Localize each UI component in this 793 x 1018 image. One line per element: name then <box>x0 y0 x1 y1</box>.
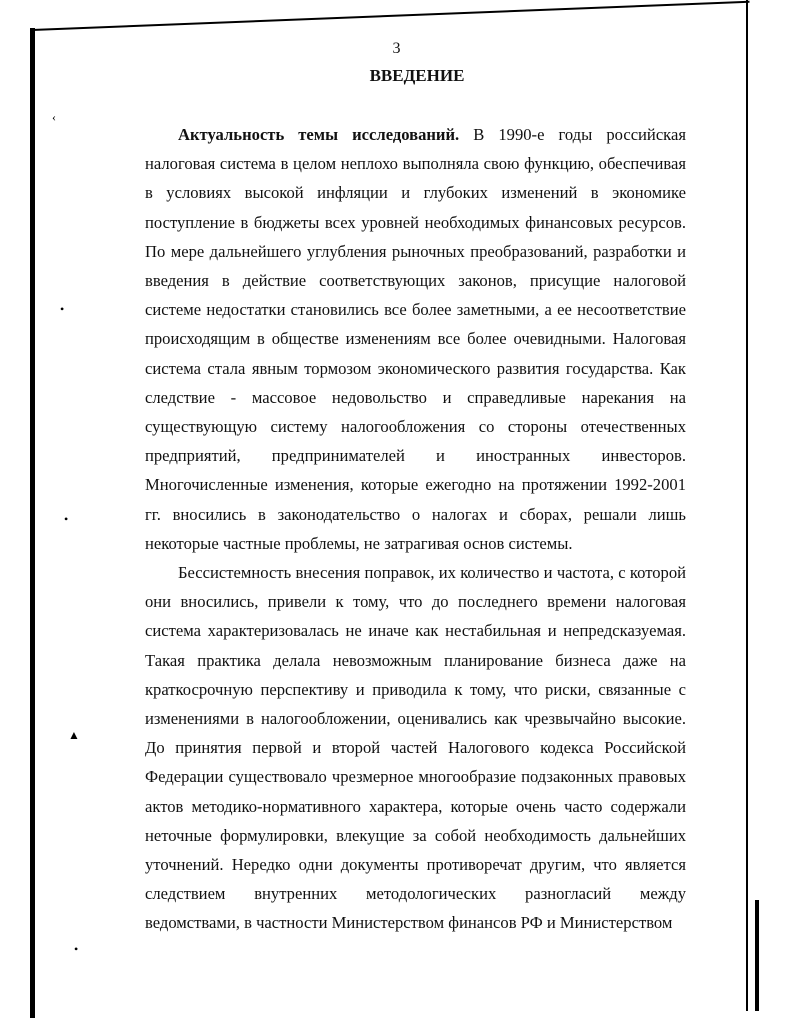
text-line <box>145 388 686 408</box>
text-line-content: Федерации существовало чрезмерное многообразие подзаконных правовых <box>145 767 686 787</box>
text-line-content: По мере дальнейшего углубления рыночных преобразований, разработки и <box>145 241 686 261</box>
text-line <box>145 154 686 174</box>
section-lead: Актуальность темы исследований. <box>178 125 460 144</box>
text-line-content: происходящим в обществе изменениям все более очевидными. Налоговая <box>145 329 686 349</box>
page-border-left <box>30 28 35 1018</box>
text-line-content: следствием внутренних методологических разногласий между <box>145 884 686 904</box>
text-line-content: краткосрочную перспективу и приводила к тому, что риски, связанные с <box>145 679 686 699</box>
text-line-content: ведомствами, в частности Министерством финансов РФ и Министерством <box>145 913 673 933</box>
text-line <box>145 300 686 320</box>
text-line <box>145 709 686 729</box>
text-line <box>145 621 686 641</box>
text-line <box>145 797 686 817</box>
page-number: 3 <box>392 40 401 57</box>
text-line <box>178 563 686 583</box>
text-line-content: предприятий, предпринимателей и иностранных инвесторов. <box>145 446 686 466</box>
page-border-right <box>746 0 748 1011</box>
text-line-content: следствие - массовое недовольство и справедливые нарекания на <box>145 387 686 407</box>
binding-hole-mark: • <box>74 942 79 956</box>
text-line-content: система стала явным тормозом экономического развития государства. Как <box>145 358 686 378</box>
text-line <box>145 680 686 700</box>
text-line-content: поступление в бюджеты всех уровней необходимых финансовых ресурсов. <box>145 212 686 232</box>
text-line-content: существующую систему налогообложения со стороны отечественных <box>145 417 686 436</box>
text-line <box>145 183 686 203</box>
text-line-content: гг. вносились в законодательство о налогах и сборах, решали лишь <box>145 504 686 524</box>
text-line-content: налоговая система в целом неплохо выполняла свою функцию, обеспечивая <box>145 154 686 174</box>
text-line <box>145 505 686 525</box>
text-line <box>145 826 686 846</box>
page-border-right-bottom <box>755 900 759 1011</box>
text-line <box>145 592 686 612</box>
text-line-content: в условиях высокой инфляции и глубоких изменений в экономике <box>145 183 686 203</box>
text-line-content: Бессистемность внесения поправок, их количество и частота, с которой <box>178 563 686 582</box>
text-line <box>145 359 686 379</box>
text-line-content: уточнений. Нередко одни документы противоречат другим, что является <box>145 855 686 874</box>
page-title: ВВЕДЕНИЕ <box>369 66 465 85</box>
text-line-content: некоторые частные проблемы, не затрагивая основ системы. <box>145 533 573 553</box>
text-line-content: неточные формулировки, влекущие за собой необходимость дальнейших <box>145 825 686 845</box>
text-line <box>145 913 686 933</box>
page-border-top <box>32 1 750 31</box>
text-line <box>145 767 686 787</box>
text-line <box>145 534 686 554</box>
text-line <box>145 417 686 437</box>
text-line <box>145 329 686 349</box>
binding-hole-mark: ▲ <box>68 728 80 742</box>
text-line <box>145 271 686 291</box>
text-line <box>178 125 686 145</box>
text-line <box>145 651 686 671</box>
text-line-content: они вносились, привели к тому, что до последнего времени налоговая <box>145 592 686 612</box>
binding-hole-mark: ‹ <box>52 110 56 124</box>
text-line-content: Такая практика делала невозможным планирование бизнеса даже на <box>145 650 686 670</box>
text-line-content: актов методико-нормативного характера, которые очень часто содержали <box>145 796 686 816</box>
binding-hole-mark: • <box>60 302 65 316</box>
text-line-content: До принятия первой и второй частей Налогового кодекса Российской <box>145 738 686 758</box>
text-line <box>145 738 686 758</box>
text-line <box>145 855 686 875</box>
text-line-content: Многочисленные изменения, которые ежегодно на протяжении 1992-2001 <box>145 475 686 495</box>
text-line-content: введения в действие соответствующих законов, присущие налоговой <box>145 271 686 290</box>
text-line-content: система характеризовалась не иначе как нестабильная и непредсказуемая. <box>145 621 686 641</box>
text-line-content: системе недостатки становились все более заметными, а ее несоответствие <box>145 300 686 320</box>
text-line <box>145 475 686 495</box>
text-line <box>145 213 686 233</box>
text-line <box>145 884 686 904</box>
text-line-content: В 1990-е годы российская <box>459 125 686 144</box>
text-line <box>145 242 686 262</box>
binding-hole-mark: • <box>64 512 69 526</box>
text-line-content: изменениями в налогообложении, оценивались как чрезвычайно высокие. <box>145 709 686 728</box>
text-line <box>145 446 686 466</box>
